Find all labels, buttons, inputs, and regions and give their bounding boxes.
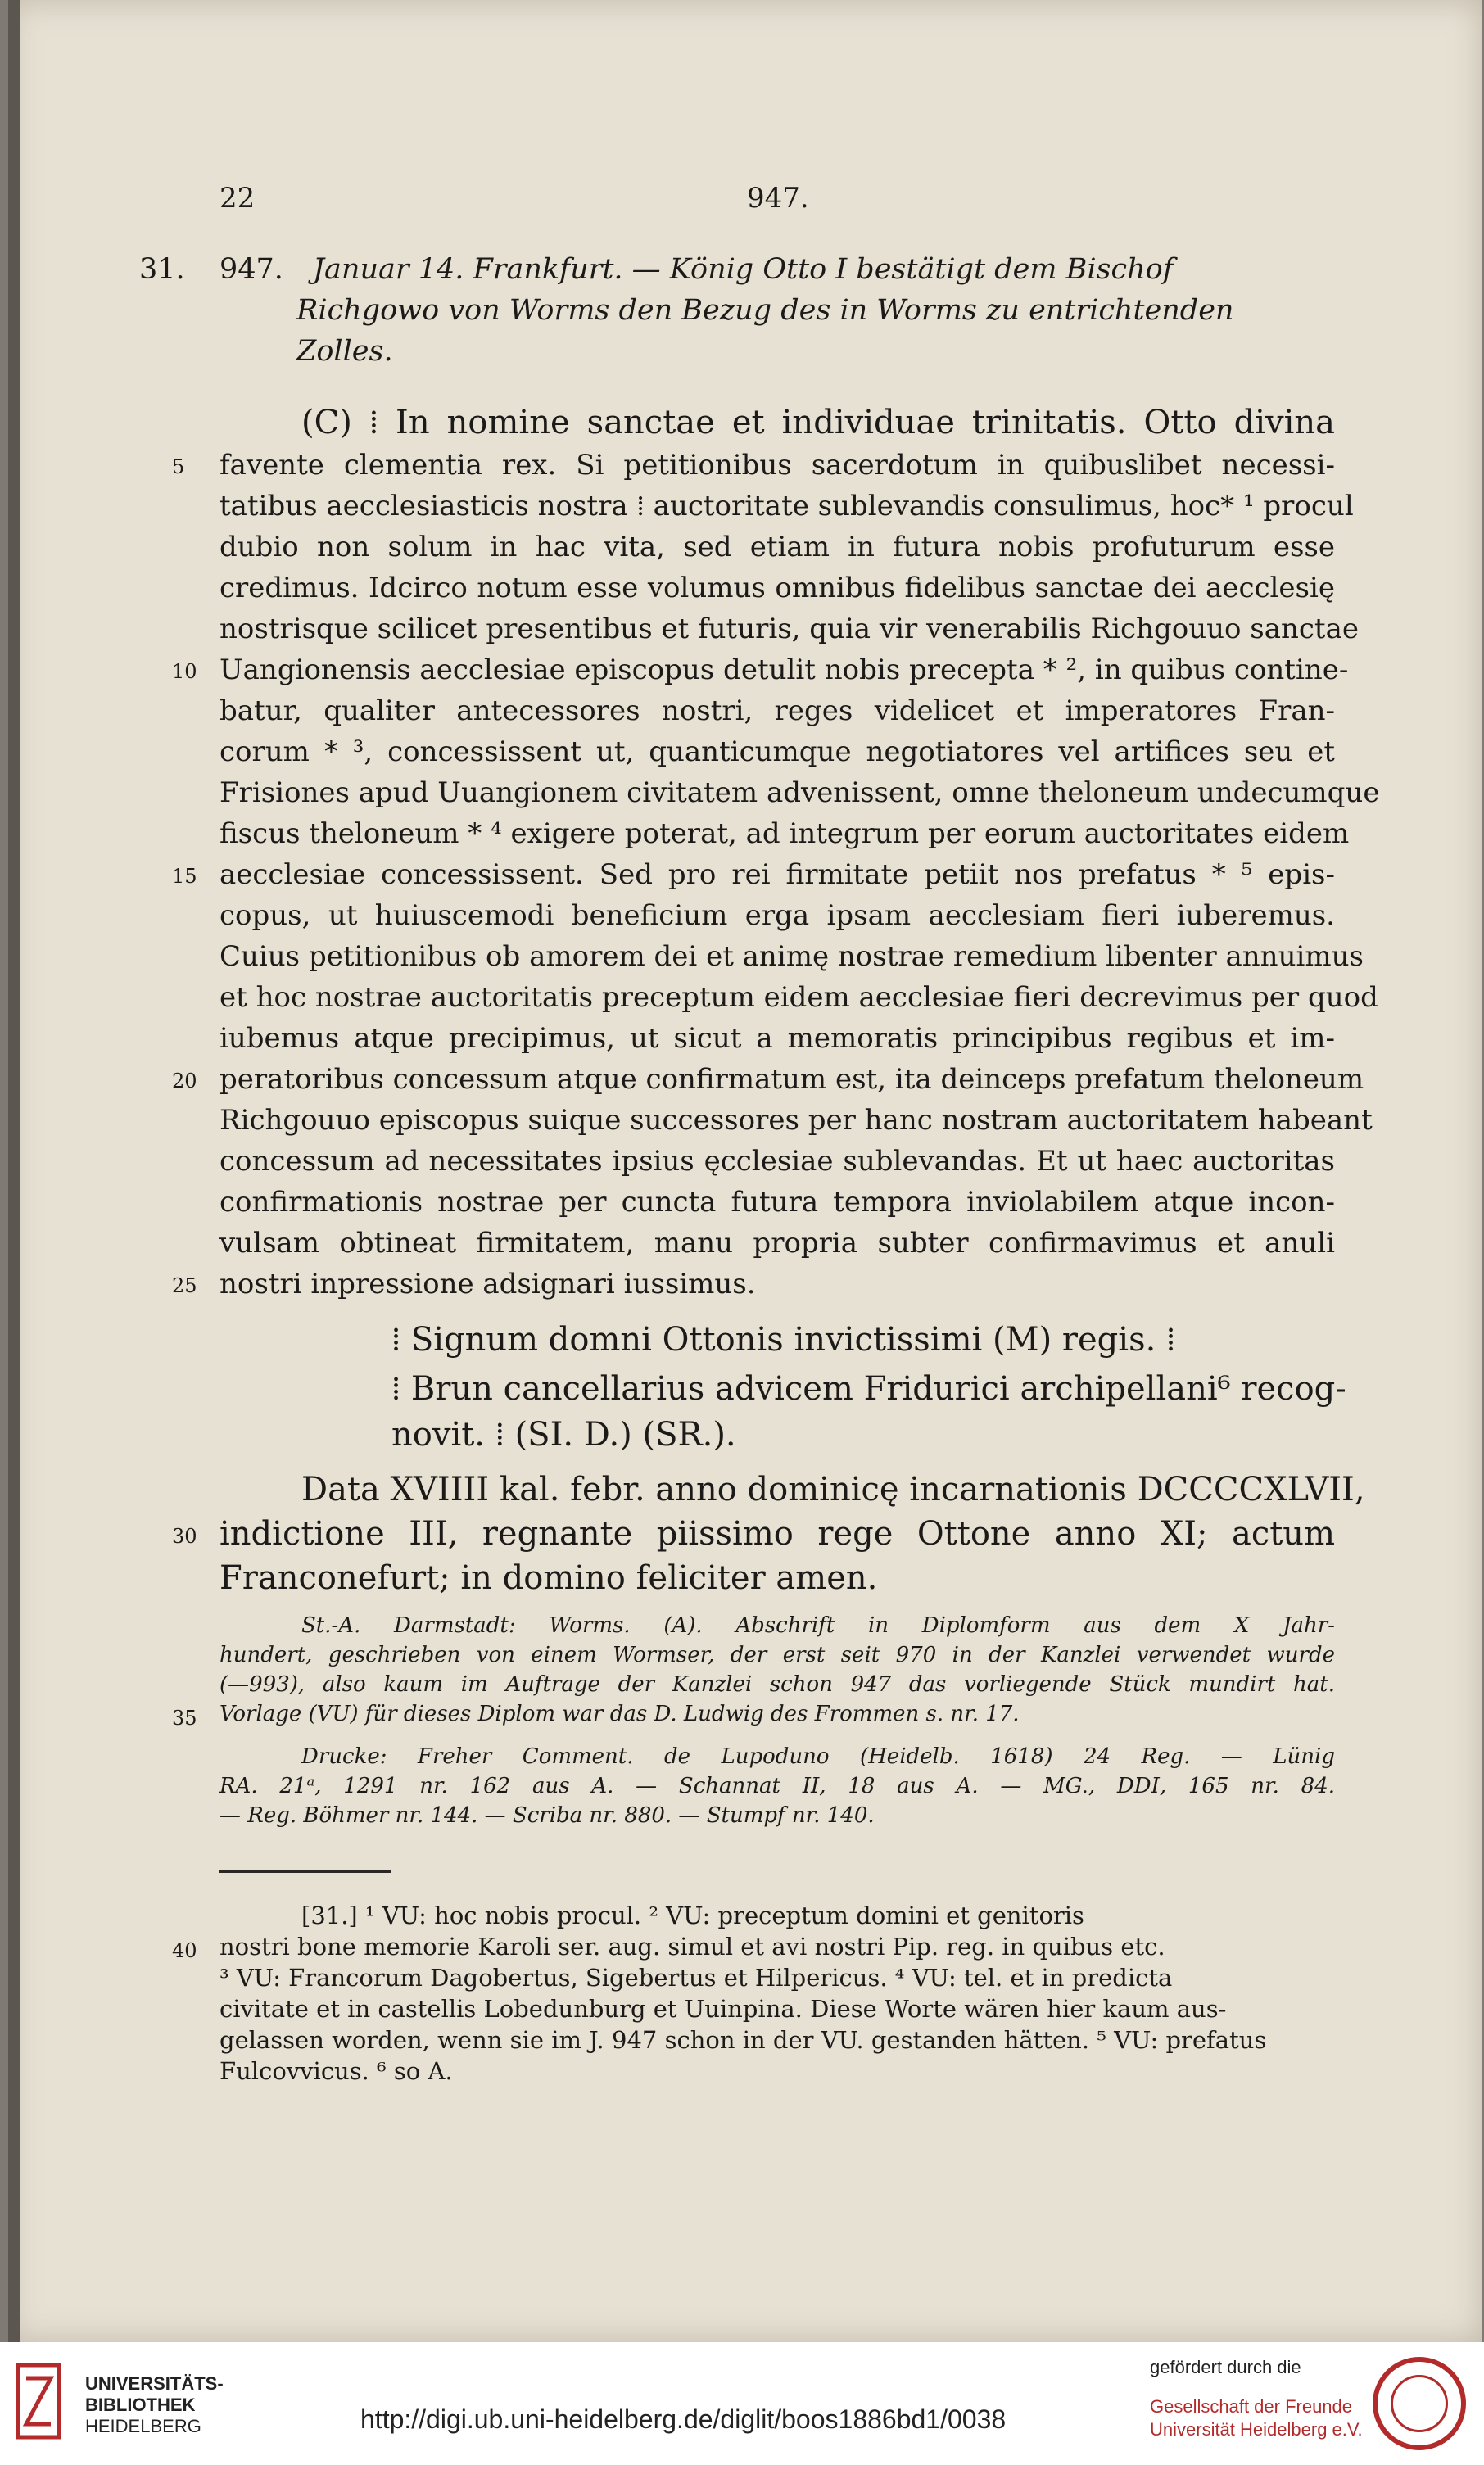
- regest-line-2-text: Richgowo von Worms den Bezug des in Worms zu entrichtenden: [296, 294, 1234, 327]
- text-line: credimus. Idcirco notum esse volumus omnibus fidelibus sanctae dei aecclesię: [219, 572, 1335, 604]
- line-number: 20: [172, 1070, 197, 1092]
- signum-line: ⁞ Brun cancellarius advicem Fridurici archipellani⁶ recog-: [391, 1370, 1346, 1408]
- footnote-line: [31.] ¹ VU: hoc nobis procul. ² VU: preceptum domini et genitoris: [301, 1902, 1084, 1929]
- footnote-line: ³ VU: Francorum Dagobertus, Sigebertus et Hilpericus. ⁴ VU: tel. et in predicta: [219, 1964, 1173, 1992]
- text-line: batur, qualiter antecessores nostri, reges videlicet et imperatores Fran-: [219, 694, 1335, 727]
- tradition-line: St.-A. Darmstadt: Worms. (A). Abschrift in Diplomform aus dem X Jahr-: [301, 1613, 1335, 1638]
- footnote-line: gelassen worden, wenn sie im J. 947 schon in der VU. gestanden hätten. ⁵ VU: prefatus: [219, 2026, 1267, 2054]
- library-name-line: BIBLIOTHEK: [85, 2395, 196, 2415]
- text-line: Richgouuo episcopus suique successores per hanc nostram auctoritatem habeant: [219, 1104, 1373, 1137]
- line-number: 10: [172, 660, 197, 683]
- scanned-page: [8, 0, 1482, 2342]
- dating-line: Franconefurt; in domino feliciter amen.: [219, 1559, 878, 1597]
- text-line: Frisiones apud Uuangionem civitatem advenissent, omne theloneum undecumque: [219, 776, 1380, 809]
- footnote-line: civitate et in castellis Lobedunburg et Uuinpina. Diese Worte wären hier kaum aus-: [219, 1995, 1227, 2023]
- footnote-line: Fulcovvicus. ⁶ so A.: [219, 2057, 453, 2085]
- library-logo-icon: [15, 2360, 62, 2442]
- text-line: fiscus theloneum * ⁴ exigere poterat, ad integrum per eorum auctoritates eidem: [219, 817, 1350, 850]
- text-line: tatibus aecclesiasticis nostra ⁞ auctoritate sublevandis consulimus, hoc* ¹ procul: [219, 490, 1354, 522]
- footnote-line: nostri bone memorie Karoli ser. aug. simul et avi nostri Pip. reg. in quibus etc.: [219, 1933, 1165, 1961]
- signum-line: ⁞ Signum domni Ottonis invictissimi (M) regis. ⁞: [391, 1321, 1176, 1359]
- digitization-footer: [0, 2342, 1484, 2465]
- tradition-line: Vorlage (VU) für dieses Diplom war das D. Ludwig des Frommen s. nr. 17.: [219, 1702, 1020, 1726]
- line-number: 25: [172, 1274, 197, 1297]
- dating-line: Data XVIIII kal. febr. anno dominicę incarnationis DCCCCXLVII,: [301, 1471, 1365, 1508]
- text-line: peratoribus concessum atque confirmatum est, ita deinceps prefatum theloneum: [219, 1063, 1364, 1096]
- line-number: 35: [172, 1707, 197, 1730]
- dating-line: indictione III, regnante piissimo rege Ottone anno XI; actum: [219, 1515, 1335, 1553]
- text-line: corum * ³, concessissent ut, quanticumque negotiatores vel artifices seu et: [219, 735, 1335, 768]
- signum-line: novit. ⁞ (SI. D.) (SR.).: [391, 1416, 736, 1454]
- text-line: vulsam obtineat firmitatem, manu propria subter confirmavimus et anuli: [219, 1227, 1335, 1260]
- text-line: confirmationis nostrae per cuncta futura tempora inviolabilem atque incon-: [219, 1186, 1335, 1219]
- text-line: iubemus atque precipimus, ut sicut a memoratis principibus regibus et im-: [219, 1022, 1335, 1055]
- society-name-line: Gesellschaft der Freunde: [1150, 2396, 1353, 2417]
- regest-line-2: [296, 291, 1233, 330]
- running-year: 947.: [747, 182, 809, 215]
- tradition-line: hundert, geschrieben von einem Wormser, der erst seit 970 in der Kanzlei verwendet wurde: [219, 1643, 1335, 1667]
- text-line: et hoc nostrae auctoritatis preceptum eidem aecclesiae fieri decrevimus per quod: [219, 981, 1378, 1014]
- text-line: dubio non solum in hac vita, sed etiam in futura nobis profuturum esse: [219, 531, 1335, 563]
- prints-line: RA. 21ᵃ, 1291 nr. 162 aus A. — Schannat II, 18 aus A. — MG., DDI, 165 nr. 84.: [219, 1774, 1335, 1798]
- tradition-line: (—993), also kaum im Auftrage der Kanzlei schon 947 das vorliegende Stück mundirt hat.: [219, 1672, 1335, 1697]
- regest-number: 31.: [139, 253, 185, 286]
- text-line: favente clementia rex. Si petitionibus sacerdotum in quibuslibet necessi-: [219, 449, 1335, 482]
- library-name-line: UNIVERSITÄTS-: [85, 2373, 224, 2394]
- regest-date: 947.: [219, 253, 283, 286]
- line-number: 5: [172, 455, 185, 478]
- text-line: nostrisque scilicet presentibus et futuris, quia vir venerabilis Richgouuo sanctae: [219, 613, 1359, 645]
- regest-line-3-text: Zolles.: [296, 335, 393, 368]
- text-line: (C) ⁞ In nomine sanctae et individuae trinitatis. Otto divina: [301, 404, 1335, 441]
- prints-line: — Reg. Böhmer nr. 144. — Scriba nr. 880. — Stumpf nr. 140.: [219, 1803, 875, 1828]
- footnote-rule: [219, 1870, 391, 1873]
- line-number: 15: [172, 865, 197, 888]
- text-line: Uangionensis aecclesiae episcopus detulit nobis precepta * ², in quibus contine-: [219, 654, 1349, 686]
- text-line: nostri inpressione adsignari iussimus.: [219, 1268, 756, 1300]
- regest-line-1: [313, 250, 1174, 289]
- text-line: copus, ut huiuscemodi beneficium erga ipsam aecclesiam fieri iuberemus.: [219, 899, 1335, 932]
- prints-line: Drucke: Freher Comment. de Lupoduno (Heidelb. 1618) 24 Reg. — Lünig: [301, 1744, 1335, 1769]
- text-line: Cuius petitionibus ob amorem dei et animę nostrae remedium libenter annuimus: [219, 940, 1364, 973]
- text-line: concessum ad necessitates ipsius ęcclesiae sublevandas. Et ut haec auctoritas: [219, 1145, 1335, 1178]
- permalink[interactable]: http://digi.ub.uni-heidelberg.de/diglit/boos1886bd1/0038: [360, 2404, 1007, 2434]
- line-number: 40: [172, 1939, 197, 1962]
- university-seal-icon: [1373, 2357, 1466, 2450]
- page-number: 22: [219, 182, 256, 215]
- regest-line-1-text: Januar 14. Frankfurt. — König Otto I bestätigt dem Bischof: [313, 253, 1174, 286]
- funded-by-text: gefördert durch die: [1150, 2357, 1301, 2377]
- book-spine-edge: [8, 0, 20, 2342]
- line-number: 30: [172, 1525, 197, 1548]
- library-name-line: HEIDELBERG: [85, 2416, 201, 2436]
- society-name-line: Universität Heidelberg e.V.: [1150, 2419, 1363, 2440]
- regest-line-3: [296, 332, 393, 371]
- text-line: aecclesiae concessissent. Sed pro rei firmitate petiit nos prefatus * ⁵ epis-: [219, 858, 1335, 891]
